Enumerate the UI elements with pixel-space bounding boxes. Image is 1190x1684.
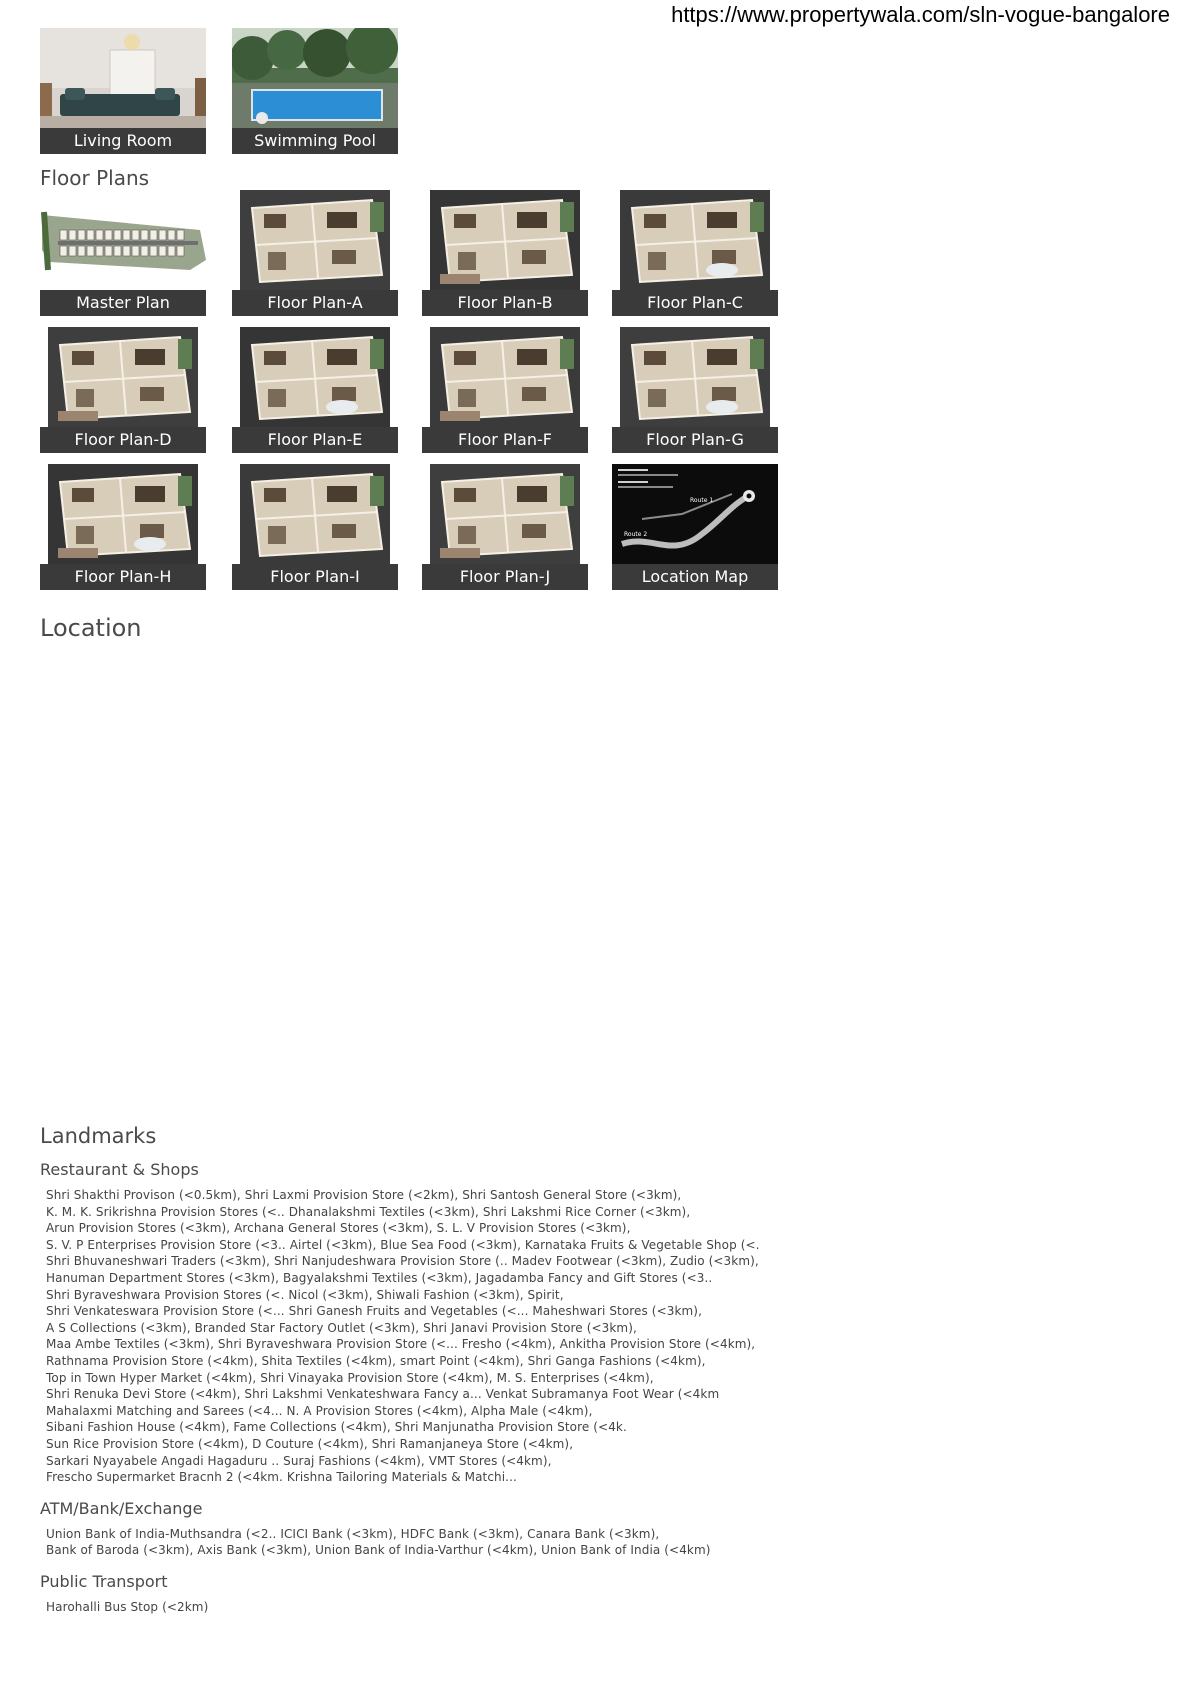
- floor-plan-image: [40, 327, 206, 427]
- landmark-line: Shri Byraveshwara Provision Stores (<. Nicol (<3km), Shiwali Fashion (<3km), Spirit,: [46, 1287, 564, 1302]
- landmark-line: S. V. P Enterprises Provision Store (<3.. Airtel (<3km), Blue Sea Food (<3km), Karnataka Fruits & Vegetable Shop (<.: [46, 1237, 760, 1252]
- floor-plan-image: [612, 327, 778, 427]
- master-plan-image: [40, 190, 206, 290]
- thumbnail-caption: Floor Plan-J: [422, 564, 588, 590]
- landmark-group-title: Restaurant & Shops: [40, 1160, 199, 1179]
- landmark-line: Maa Ambe Textiles (<3km), Shri Byraveshwara Provision Store (<... Fresho (<4km), Ankitha Provision Store (<4km),: [46, 1337, 756, 1352]
- page-url[interactable]: https://www.propertywala.com/sln-vogue-bangalore: [671, 2, 1170, 27]
- floor-plan-thumbnail[interactable]: [232, 327, 398, 453]
- landmark-line: Shri Bhuvaneshwari Traders (<3km), Shri Nanjudeshwara Provision Store (.. Madev Footwear (<3km), Zudio (<3km),: [46, 1254, 759, 1269]
- landmark-group-title: Public Transport: [40, 1572, 168, 1591]
- landmark-line: Top in Town Hyper Market (<4km), Shri Vinayaka Provision Store (<4km), M. S. Enterprises (<4km),: [46, 1370, 654, 1385]
- floor-plan-thumbnail[interactable]: [612, 327, 778, 453]
- swimming-pool-image: [232, 28, 398, 128]
- landmark-line: Hanuman Department Stores (<3km), Bagyalakshmi Textiles (<3km), Jagadamba Fancy and Gift Stores (<3..: [46, 1271, 713, 1285]
- landmark-line: K. M. K. Srikrishna Provision Stores (<.. Dhanalakshmi Textiles (<3km), Shri Lakshmi Rice Corner (<3km),: [46, 1204, 691, 1219]
- floor-plan-image: [40, 464, 206, 564]
- landmark-line: Shri Renuka Devi Store (<4km), Shri Lakshmi Venkateshwara Fancy a... Venkat Subramanya Foot Wear (<4km: [46, 1387, 720, 1402]
- floor-plan-image: [422, 464, 588, 564]
- landmark-group-title: ATM/Bank/Exchange: [40, 1498, 203, 1518]
- landmark-line: Bank of Baroda (<3km), Axis Bank (<3km), Union Bank of India-Varthur (<4km), Union Bank of India (<4km): [46, 1543, 711, 1558]
- landmark-line: Arun Provision Stores (<3km), Archana General Stores (<3km), S. L. V Provision Stores (<3km),: [46, 1221, 631, 1236]
- landmarks-heading: Landmarks: [40, 1124, 157, 1148]
- thumbnail-caption: Living Room: [40, 128, 206, 154]
- landmark-line: Sun Rice Provision Store (<4km), D Couture (<4km), Shri Ramanjaneya Store (<4km),: [46, 1437, 574, 1451]
- floor-plan-image: [422, 327, 588, 427]
- thumbnail-caption: Master Plan: [40, 290, 206, 316]
- landmark-line: Sibani Fashion House (<4km), Fame Collections (<4km), Shri Manjunatha Provision Store (<4k.: [46, 1420, 627, 1435]
- location-heading: Location: [40, 614, 142, 642]
- floor-plan-image: [232, 327, 398, 427]
- landmark-line: Rathnama Provision Store (<4km), Shita Textiles (<4km), smart Point (<4km), Shri Ganga Fashions (<4km),: [46, 1354, 706, 1368]
- living-room-thumbnail[interactable]: [40, 28, 206, 154]
- floor-plan-image: [232, 464, 398, 564]
- floor-plan-thumbnail[interactable]: [40, 327, 206, 453]
- floor-plan-thumbnail[interactable]: [422, 464, 588, 590]
- svg-text:Route 1: Route 1: [690, 497, 714, 504]
- location-map-thumbnail[interactable]: [612, 464, 778, 590]
- thumbnail-caption: Floor Plan-F: [422, 427, 588, 453]
- thumbnail-caption: Location Map: [612, 564, 778, 590]
- floor-plan-thumbnail[interactable]: [612, 190, 778, 316]
- thumbnail-caption: Floor Plan-H: [40, 564, 206, 590]
- thumbnail-caption: Floor Plan-E: [232, 427, 398, 453]
- floor-plans-heading: Floor Plans: [40, 166, 150, 190]
- landmark-line: Harohalli Bus Stop (<2km): [46, 1600, 209, 1614]
- thumbnail-caption: Floor Plan-D: [40, 427, 206, 453]
- floor-plan-image: [612, 190, 778, 290]
- thumbnail-caption: Floor Plan-I: [232, 564, 398, 590]
- landmark-line: Union Bank of India-Muthsandra (<2.. ICICI Bank (<3km), HDFC Bank (<3km), Canara Bank (<3km),: [46, 1526, 660, 1541]
- thumbnail-caption: Swimming Pool: [232, 128, 398, 154]
- landmark-line: Mahalaxmi Matching and Sarees (<4... N. A Provision Stores (<4km), Alpha Male (<4km),: [46, 1403, 593, 1418]
- thumbnail-caption: Floor Plan-A: [232, 290, 398, 316]
- floor-plan-thumbnail[interactable]: [422, 327, 588, 453]
- thumbnail-caption: Floor Plan-B: [422, 290, 588, 316]
- floor-plan-thumbnail[interactable]: [422, 190, 588, 316]
- landmark-line: Shri Shakthi Provison (<0.5km), Shri Laxmi Provision Store (<2km), Shri Santosh General Store (<3km),: [46, 1188, 682, 1202]
- landmark-line: Shri Venkateswara Provision Store (<... Shri Ganesh Fruits and Vegetables (<... Maheshwari Stores (<3km),: [46, 1304, 703, 1319]
- landmark-line: A S Collections (<3km), Branded Star Factory Outlet (<3km), Shri Janavi Provision Store (<3km),: [46, 1320, 637, 1335]
- thumbnail-caption: Floor Plan-G: [612, 427, 778, 453]
- svg-text:Route 2: Route 2: [624, 531, 648, 538]
- location-map-image: [612, 464, 778, 564]
- floor-plan-image: [422, 190, 588, 290]
- thumbnail-caption: Floor Plan-C: [612, 290, 778, 316]
- living-room-image: [40, 28, 206, 128]
- master-plan-thumbnail[interactable]: [40, 190, 206, 316]
- landmark-line: Frescho Supermarket Bracnh 2 (<4km. Krishna Tailoring Materials & Matchi...: [46, 1470, 517, 1485]
- swimming-pool-thumbnail[interactable]: [232, 28, 398, 154]
- floor-plan-thumbnail[interactable]: [232, 464, 398, 590]
- floor-plan-image: [232, 190, 398, 290]
- floor-plan-thumbnail[interactable]: [232, 190, 398, 316]
- floor-plan-thumbnail[interactable]: [40, 464, 206, 590]
- landmark-line: Sarkari Nyayabele Angadi Hagaduru .. Suraj Fashions (<4km), VMT Stores (<4km),: [46, 1453, 552, 1468]
